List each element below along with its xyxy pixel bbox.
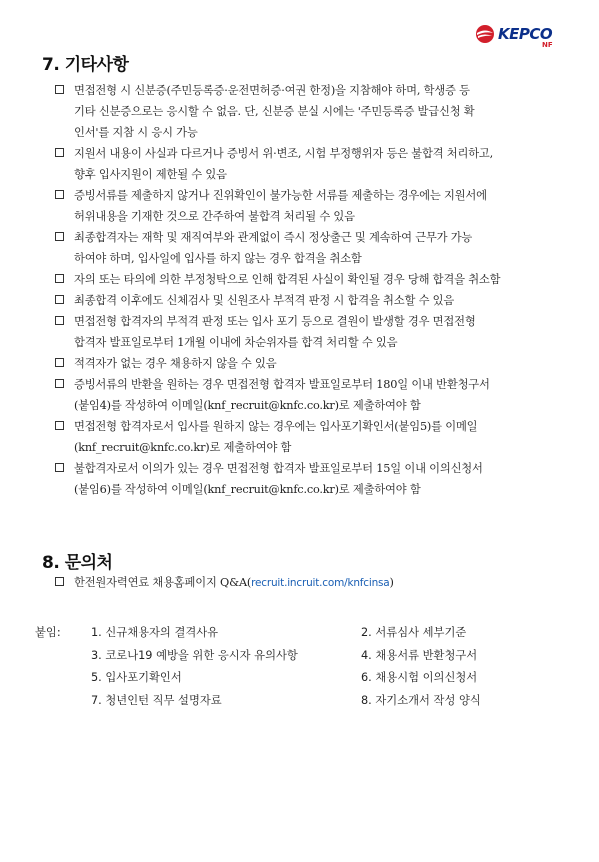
attachment-item: 6. 채용시험 이의신청서 (361, 671, 478, 684)
checkbox-icon (55, 232, 64, 241)
notice-item (52, 227, 560, 269)
checkbox-icon (55, 421, 64, 430)
checkbox-icon (55, 274, 64, 283)
notice-item (52, 143, 560, 185)
notice-line: 면접전형 합격자의 부적격 판정 또는 입사 포기 등으로 결원이 발생할 경우 면접전형 (74, 315, 476, 328)
logo-text: KEPCO (498, 25, 553, 43)
attachment-item: 2. 서류심사 세부기준 (361, 626, 467, 639)
notice-line: 면접전형 합격자로서 입사를 원하지 않는 경우에는 입사포기확인서(붙임5)를 이메일 (74, 420, 478, 433)
checkbox-icon (55, 463, 64, 472)
notice-line: 증빙서류의 반환을 원하는 경우 면접전형 합격자 발표일로부터 180일 이내 반환청구서 (74, 378, 490, 391)
notice-line: 증빙서류를 제출하지 않거나 진위확인이 불가능한 서류를 제출하는 경우에는 지원서에 (74, 189, 487, 202)
notice-line: 허위내용을 기재한 것으로 간주하여 불합격 처리될 수 있음 (74, 210, 355, 223)
attachments-right-column (361, 622, 481, 712)
notice-line: 자의 또는 타의에 의한 부정청탁으로 인해 합격된 사실이 확인될 경우 당해 합격을 취소함 (74, 273, 501, 286)
notice-item (52, 374, 560, 416)
attachments-label: 붙임: (35, 626, 61, 639)
checkbox-icon (55, 190, 64, 199)
notice-item (52, 416, 560, 458)
checkbox-icon (55, 148, 64, 157)
notice-line: 적격자가 없는 경우 채용하지 않을 수 있음 (74, 357, 277, 370)
checkbox-icon (55, 379, 64, 388)
section-7-list (52, 80, 560, 500)
attachment-item: 7. 청년인턴 직무 설명자료 (91, 693, 222, 707)
attachment-item: 1. 신규채용자의 결격사유 (91, 626, 219, 639)
notice-item (52, 185, 560, 227)
notice-line: 하여야 하며, 입사일에 입사를 하지 않는 경우 합격을 취소함 (74, 252, 362, 265)
attachment-item: 5. 입사포기확인서 (91, 671, 182, 684)
contact-item (52, 572, 560, 594)
notice-line: 합격자 발표일로부터 1개월 이내에 차순위자를 합격 처리할 수 있음 (74, 336, 398, 349)
notice-line: (붙임6)를 작성하여 이메일(knf_recruit@knfc.co.kr)로 제출하여야 함 (74, 483, 421, 496)
contact-suffix: ) (389, 576, 394, 589)
notice-line: 면접전형 시 신분증(주민등록증·운전면허증·여권 한정)을 지참해야 하며, 학생증 등 (74, 84, 470, 97)
notice-line: (knf_recruit@knfc.co.kr)로 제출하여야 함 (74, 441, 292, 454)
notice-line: 최종합격 이후에도 신체검사 및 신원조사 부적격 판정 시 합격을 취소할 수 있음 (74, 294, 455, 307)
notice-item (52, 353, 560, 374)
attachments-left-column (91, 622, 298, 712)
notice-line: 지원서 내용이 사실과 다르거나 증빙서 위·변조, 시험 부정행위자 등은 불합격 처리하고, (74, 147, 494, 160)
attachment-item: 8. 자기소개서 작성 양식 (361, 693, 481, 707)
contact-prefix: 한전원자력연료 채용홈페이지 Q&A( (74, 576, 252, 589)
notice-line: 불합격자로서 이의가 있는 경우 면접전형 합격자 발표일로부터 15일 이내 이의신청서 (74, 462, 483, 475)
section-7-title: 7. 기타사항 (42, 55, 129, 75)
checkbox-icon (55, 358, 64, 367)
recruit-site-link[interactable]: recruit.incruit.com/knfcinsa (251, 577, 390, 589)
notice-item (52, 458, 560, 500)
notice-line: 인서'를 지참 시 응시 가능 (74, 126, 198, 139)
section-8-list (52, 572, 560, 594)
logo-sub: NF (542, 41, 553, 49)
notice-item (52, 269, 560, 290)
notice-line: 기타 신분증으로는 응시할 수 없음. 단, 신분증 분실 시에는 '주민등록증 발급신청 확 (74, 105, 475, 118)
section-8-title: 8. 문의처 (42, 553, 113, 573)
checkbox-icon (55, 85, 64, 94)
kepco-emblem-icon (474, 24, 496, 44)
kepco-nf-logo (474, 24, 574, 52)
notice-item (52, 311, 560, 353)
checkbox-icon (55, 316, 64, 325)
notice-line: (붙임4)를 작성하여 이메일(knf_recruit@knfc.co.kr)로 제출하여야 함 (74, 399, 421, 412)
attachment-item: 4. 채용서류 반환청구서 (361, 648, 478, 662)
checkbox-icon (55, 577, 64, 586)
notice-item (52, 290, 560, 311)
notice-line: 향후 입사지원이 제한될 수 있음 (74, 168, 227, 181)
checkbox-icon (55, 295, 64, 304)
attachment-item: 3. 코로나19 예방을 위한 응시자 유의사항 (91, 648, 298, 662)
notice-line: 최종합격자는 재학 및 재직여부와 관계없이 즉시 정상출근 및 계속하여 근무가 가능 (74, 231, 473, 244)
notice-item (52, 80, 560, 143)
